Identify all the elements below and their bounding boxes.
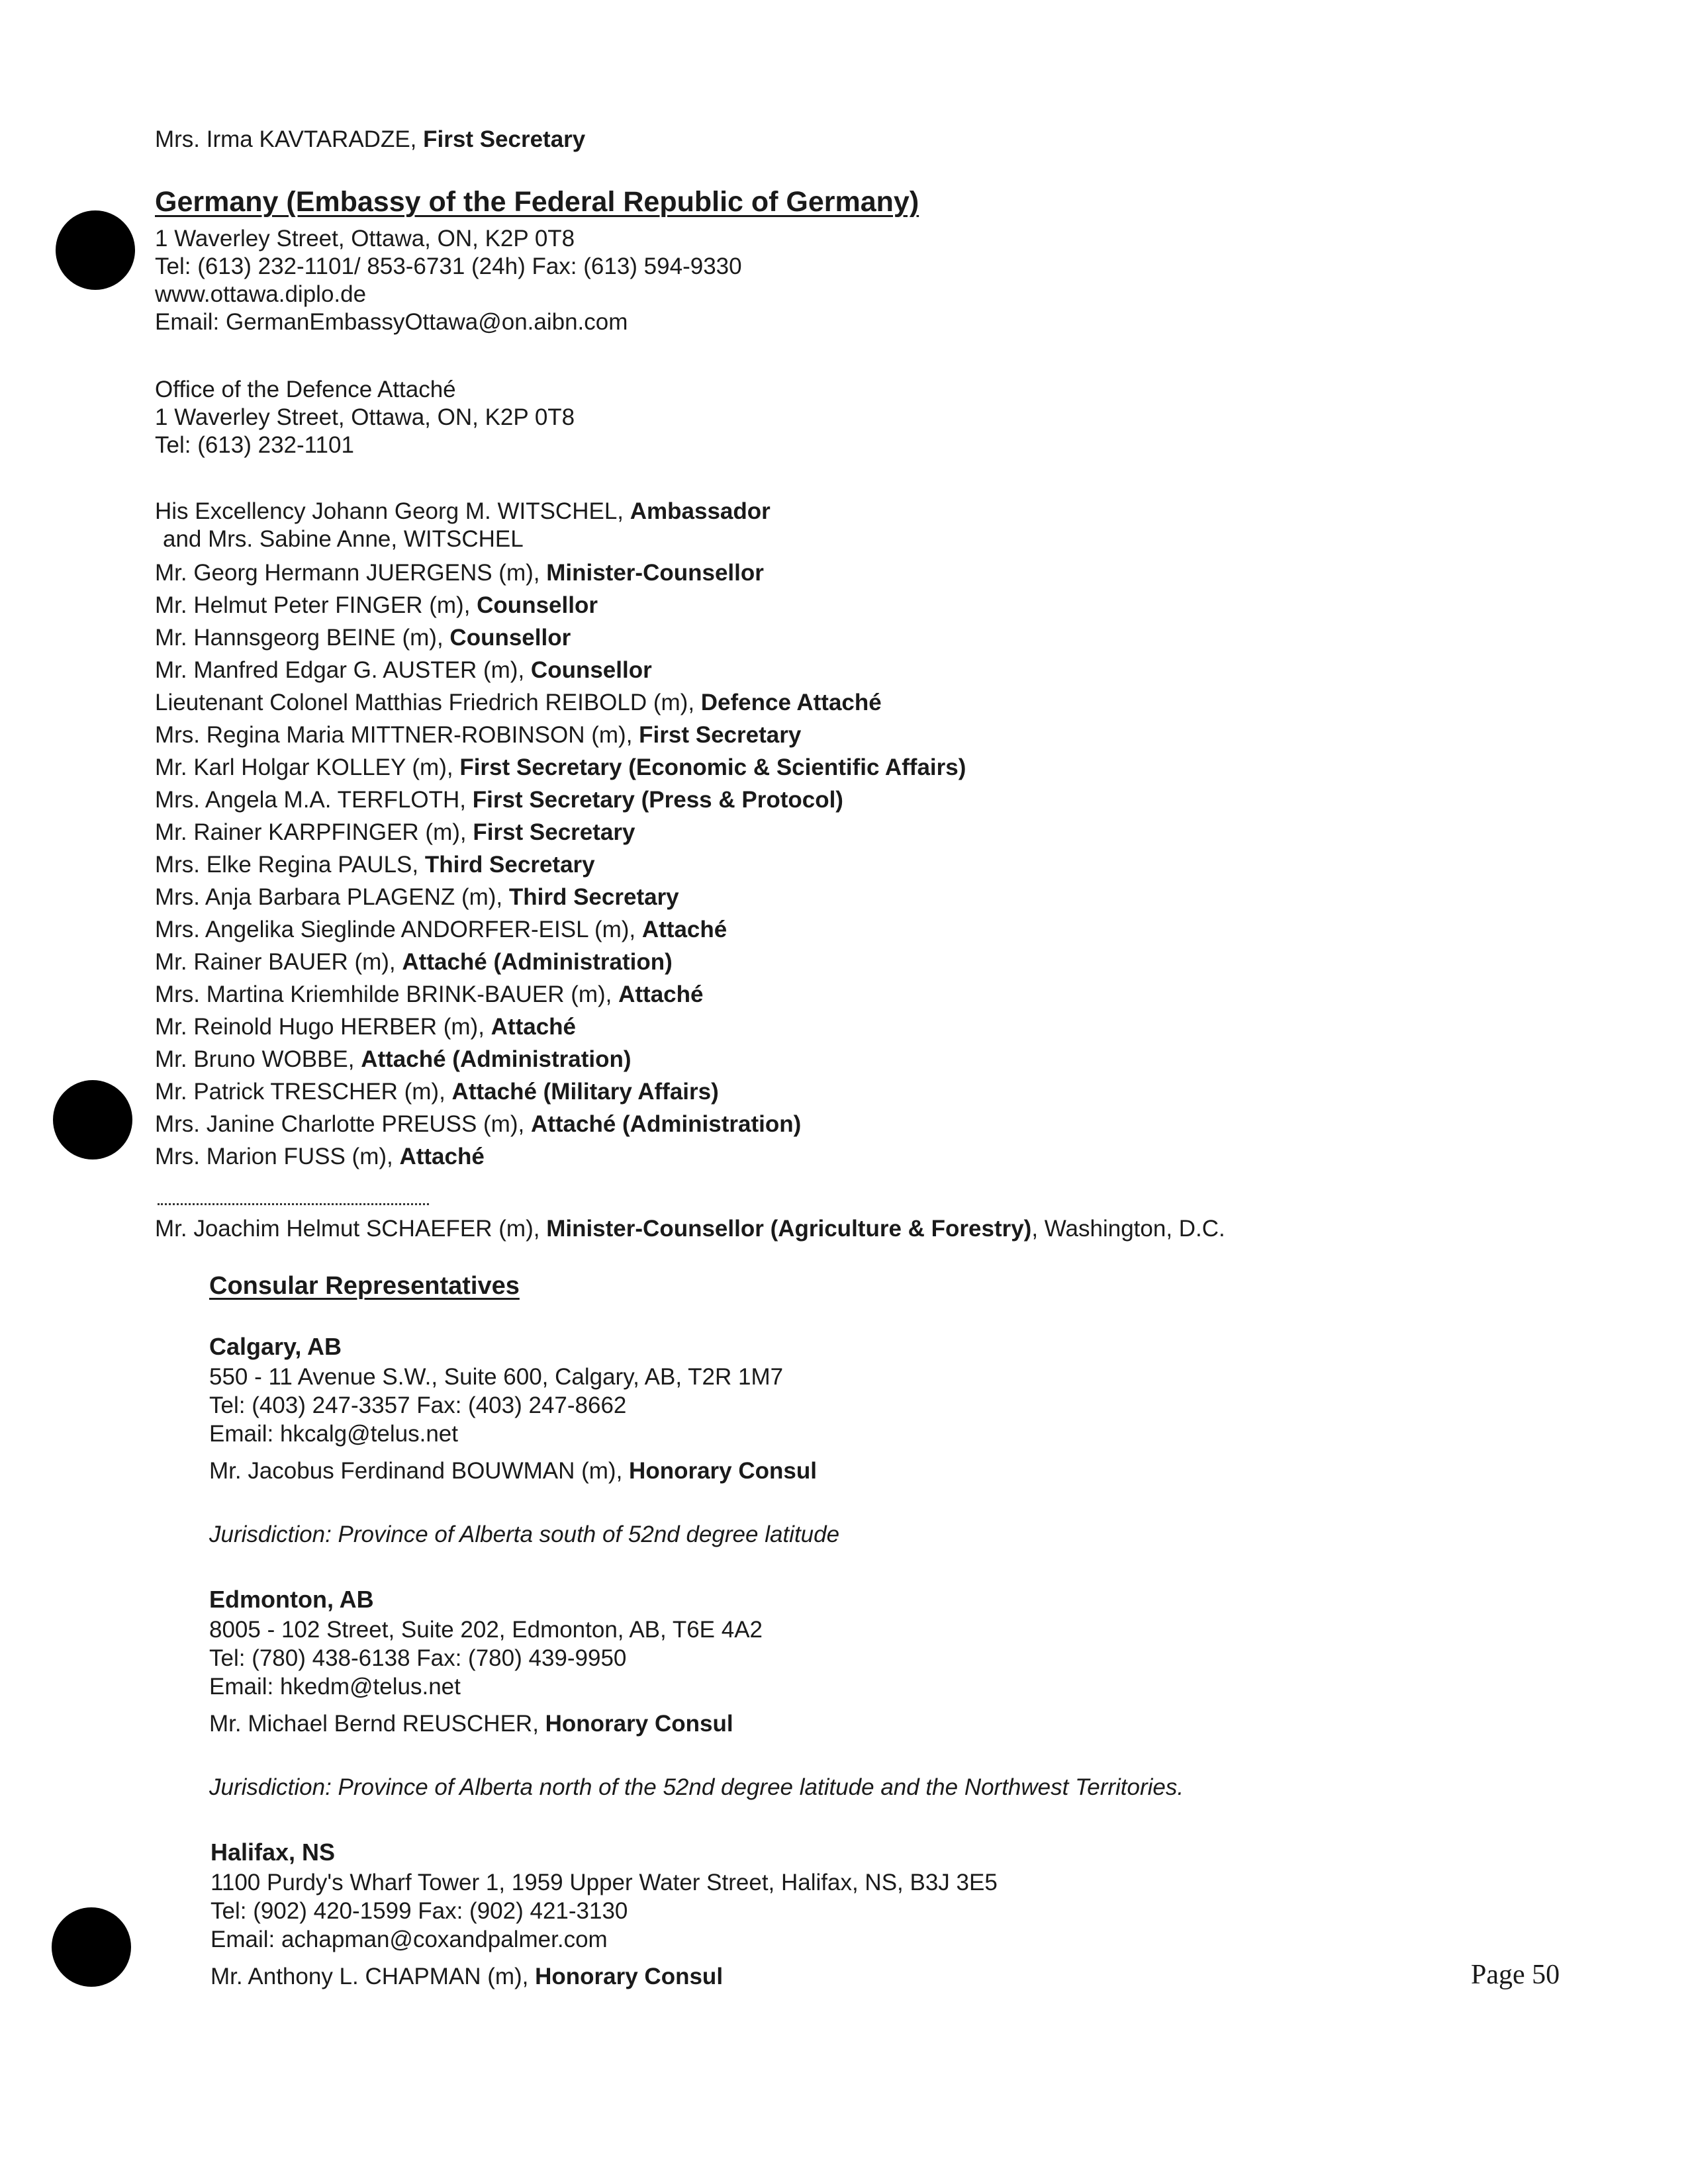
staff-name: Mr. Manfred Edgar G. AUSTER (m),: [155, 657, 531, 683]
staff-title: Third Secretary: [424, 852, 595, 878]
staff-name: Mr. Patrick TRESCHER (m),: [155, 1079, 452, 1105]
punch-hole-top: [56, 210, 135, 290]
staff-name: Mrs. Elke Regina PAULS,: [155, 852, 425, 878]
staff-line: [155, 721, 801, 749]
consul-name: Mr. Jacobus Ferdinand BOUWMAN (m),: [209, 1458, 630, 1484]
consulate-phone: Tel: (780) 438-6138 Fax: (780) 439-9950: [209, 1645, 627, 1671]
defence-office-phone: Tel: (613) 232-1101: [155, 432, 354, 458]
staff-title: Attaché: [491, 1014, 577, 1040]
page-number: Page 50: [1471, 1960, 1560, 1990]
embassy-heading: Germany (Embassy of the Federal Republic of Germany): [155, 186, 919, 218]
consulate-city: Halifax, NS: [211, 1839, 336, 1866]
punch-hole-bottom: [52, 1907, 131, 1987]
consulate-consul: [209, 1457, 817, 1485]
staff-line: [155, 624, 571, 652]
staff-name: Mr. Karl Holgar KOLLEY (m),: [155, 754, 460, 780]
staff-line: [155, 819, 635, 846]
staff-line: [155, 657, 652, 684]
staff-name: Mrs. Anja Barbara PLAGENZ (m),: [155, 884, 509, 910]
consulate-jurisdiction: Jurisdiction: Province of Alberta north of the 52nd degree latitude and the Northwest Territories.: [209, 1774, 1184, 1800]
nonresident-staff-line: [155, 1215, 1225, 1243]
ambassador-title: Ambassador: [630, 498, 771, 524]
staff-line: [155, 981, 703, 1009]
staff-location: , Washington, D.C.: [1031, 1216, 1225, 1242]
staff-title: Attaché (Administration): [530, 1111, 802, 1137]
staff-line: [155, 851, 595, 879]
consul-name: Mr. Michael Bernd REUSCHER,: [209, 1711, 545, 1737]
staff-line: [155, 786, 843, 814]
consulate-consul: [209, 1710, 733, 1738]
staff-title: First Secretary (Press & Protocol): [472, 787, 843, 813]
staff-title: Counsellor: [530, 657, 652, 683]
staff-line: [155, 884, 679, 911]
consulate-phone: Tel: (403) 247-3357 Fax: (403) 247-8662: [209, 1392, 627, 1418]
staff-name: Mr. Joachim Helmut SCHAEFER (m),: [155, 1216, 547, 1242]
consulate-email: Email: achapman@coxandpalmer.com: [211, 1927, 608, 1952]
staff-name: Mrs. Marion FUSS (m),: [155, 1144, 400, 1169]
ambassador-spouse: and Mrs. Sabine Anne, WITSCHEL: [163, 526, 524, 552]
consul-title: Honorary Consul: [545, 1711, 733, 1737]
embassy-phone: Tel: (613) 232-1101/ 853-6731 (24h) Fax: (613) 594-9330: [155, 253, 742, 279]
staff-name: Mr. Hannsgeorg BEINE (m),: [155, 625, 450, 651]
staff-title: First Secretary: [473, 819, 635, 845]
embassy-address: 1 Waverley Street, Ottawa, ON, K2P 0T8: [155, 226, 575, 251]
staff-name: Mrs. Regina Maria MITTNER-ROBINSON (m),: [155, 722, 639, 748]
staff-line: [155, 916, 727, 944]
consulate-consul: [211, 1963, 723, 1991]
staff-title: Counsellor: [449, 625, 571, 651]
consulate-city: Calgary, AB: [209, 1333, 342, 1360]
staff-title: Minister-Counsellor: [546, 560, 764, 586]
consulate-email: Email: hkcalg@telus.net: [209, 1421, 458, 1447]
staff-title: Attaché (Administration): [361, 1046, 632, 1072]
top-staff-line: [155, 126, 585, 154]
staff-name: Mr. Bruno WOBBE,: [155, 1046, 361, 1072]
staff-title: Counsellor: [477, 592, 598, 618]
staff-line: [155, 559, 764, 587]
staff-name: Mr. Rainer BAUER (m),: [155, 949, 402, 975]
staff-title: Defence Attaché: [700, 690, 882, 715]
staff-name: Mrs. Martina Kriemhilde BRINK-BAUER (m),: [155, 981, 619, 1007]
staff-line: [155, 689, 882, 717]
consul-title: Honorary Consul: [535, 1964, 724, 1989]
punch-hole-middle: [53, 1080, 132, 1160]
defence-office-name: Office of the Defence Attaché: [155, 377, 456, 402]
staff-title: Attaché (Administration): [402, 949, 673, 975]
staff-name: Mrs. Angelika Sieglinde ANDORFER-EISL (m),: [155, 917, 642, 942]
staff-name: Mr. Reinold Hugo HERBER (m),: [155, 1014, 491, 1040]
staff-line: [155, 948, 673, 976]
consulate-address: 8005 - 102 Street, Suite 202, Edmonton, AB, T6E 4A2: [209, 1617, 763, 1643]
staff-name: Mr. Georg Hermann JUERGENS (m),: [155, 560, 547, 586]
staff-name: Mrs. Irma KAVTARADZE,: [155, 126, 424, 152]
consulate-city: Edmonton, AB: [209, 1586, 374, 1613]
consulate-address: 550 - 11 Avenue S.W., Suite 600, Calgary, AB, T2R 1M7: [209, 1364, 784, 1390]
staff-title: First Secretary: [639, 722, 802, 748]
ambassador-line: [155, 498, 771, 525]
staff-name: Lieutenant Colonel Matthias Friedrich REIBOLD (m),: [155, 690, 701, 715]
staff-name: Mrs. Janine Charlotte PREUSS (m),: [155, 1111, 531, 1137]
staff-title: First Secretary (Economic & Scientific Affairs): [459, 754, 966, 780]
staff-line: [155, 592, 598, 619]
staff-line: [155, 1013, 576, 1041]
embassy-website: www.ottawa.diplo.de: [155, 281, 367, 307]
staff-title: Attaché: [641, 917, 727, 942]
staff-title: Attaché: [399, 1144, 485, 1169]
staff-title: First Secretary: [423, 126, 586, 152]
consulate-email: Email: hkedm@telus.net: [209, 1674, 461, 1700]
staff-line: [155, 1143, 485, 1171]
staff-title: Third Secretary: [508, 884, 679, 910]
embassy-email: Email: GermanEmbassyOttawa@on.aibn.com: [155, 309, 628, 335]
consulate-phone: Tel: (902) 420-1599 Fax: (902) 421-3130: [211, 1898, 628, 1924]
staff-title: Attaché: [618, 981, 704, 1007]
staff-line: [155, 1078, 719, 1106]
ambassador-name: His Excellency Johann Georg M. WITSCHEL,: [155, 498, 630, 524]
consulate-jurisdiction: Jurisdiction: Province of Alberta south of 52nd degree latitude: [209, 1522, 840, 1547]
staff-name: Mrs. Angela M.A. TERFLOTH,: [155, 787, 473, 813]
consulate-address: 1100 Purdy's Wharf Tower 1, 1959 Upper Water Street, Halifax, NS, B3J 3E5: [211, 1870, 998, 1895]
staff-name: Mr. Rainer KARPFINGER (m),: [155, 819, 473, 845]
dotted-separator: [158, 1203, 429, 1205]
staff-line: [155, 754, 966, 782]
staff-name: Mr. Helmut Peter FINGER (m),: [155, 592, 477, 618]
staff-line: [155, 1046, 632, 1073]
consular-heading: Consular Representatives: [209, 1272, 520, 1300]
consul-title: Honorary Consul: [629, 1458, 817, 1484]
defence-office-address: 1 Waverley Street, Ottawa, ON, K2P 0T8: [155, 404, 575, 430]
consul-name: Mr. Anthony L. CHAPMAN (m),: [211, 1964, 536, 1989]
staff-line: [155, 1111, 801, 1138]
staff-title: Minister-Counsellor (Agriculture & Forestry): [546, 1216, 1032, 1242]
staff-title: Attaché (Military Affairs): [451, 1079, 719, 1105]
